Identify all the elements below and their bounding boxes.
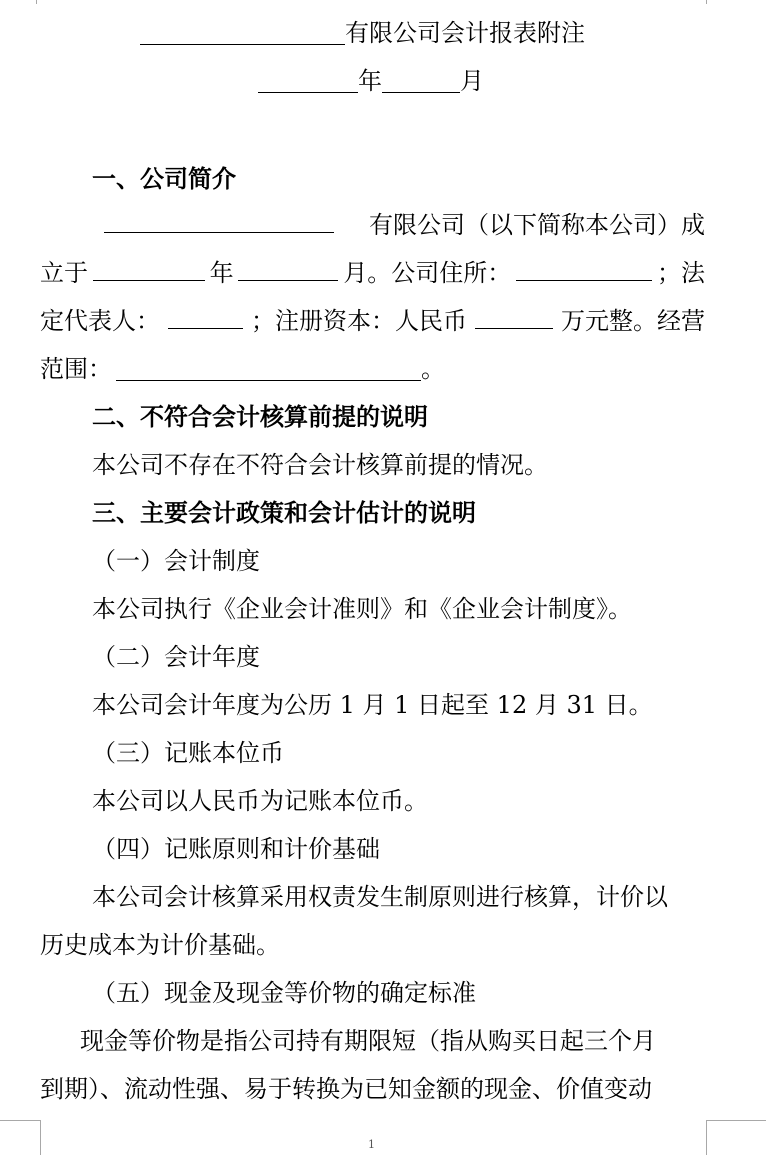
legal-rep-blank[interactable] — [168, 304, 243, 329]
section-heading-non-compliance: 二、不符合会计核算前提的说明 — [92, 403, 428, 431]
subsection-heading-accounting-system: （一）会计制度 — [92, 547, 260, 575]
founded-month-blank[interactable] — [238, 256, 338, 281]
section-text-non-compliance: 本公司不存在不符合会计核算前提的情况。 — [92, 451, 548, 479]
subsection-text-accounting-basis-2: 历史成本为计价基础。 — [40, 931, 280, 959]
subsection-text-cash-equivalents-1: 现金等价物是指公司持有期限短（指从购买日起三个月 — [80, 1027, 656, 1055]
report-period: 年 月 — [258, 64, 484, 98]
profile-line-2: 立于 年 月。公司住所： ；法 — [40, 256, 705, 290]
business-scope-blank[interactable] — [116, 356, 421, 381]
crop-mark-top-right — [706, 0, 743, 4]
document-title: 有限公司会计报表附注 — [140, 16, 585, 50]
capital-blank[interactable] — [475, 304, 553, 329]
subsection-heading-currency: （三）记账本位币 — [92, 739, 284, 767]
year-blank[interactable] — [258, 68, 358, 93]
crop-mark-top-left — [0, 0, 37, 4]
subsection-text-fiscal-year: 本公司会计年度为公历 1 月 1 日起至 12 月 31 日。 — [92, 691, 653, 719]
subsection-text-currency: 本公司以人民币为记账本位币。 — [92, 787, 428, 815]
profile-line-4: 范围： 。 — [40, 355, 445, 383]
section-heading-policies: 三、主要会计政策和会计估计的说明 — [92, 499, 476, 527]
subsection-heading-cash-equivalents: （五）现金及现金等价物的确定标准 — [92, 979, 476, 1007]
subsection-heading-fiscal-year: （二）会计年度 — [92, 643, 260, 671]
month-blank[interactable] — [382, 68, 460, 93]
subsection-text-cash-equivalents-2: 到期）、流动性强、易于转换为已知金额的现金、价值变动 — [40, 1075, 652, 1103]
profile-line-1: 有限公司（以下简称本公司）成 — [104, 208, 705, 242]
subsection-text-accounting-basis-1: 本公司会计核算采用权责发生制原则进行核算，计价以 — [92, 883, 668, 911]
profile-line-3: 定代表人： ；注册资本：人民币 万元整。经营 — [40, 304, 705, 338]
section-heading-company-profile: 一、公司简介 — [92, 165, 236, 193]
crop-mark-bottom-left — [0, 1120, 41, 1155]
company-name-blank[interactable] — [140, 20, 345, 45]
subsection-text-accounting-system: 本公司执行《企业会计准则》和《企业会计制度》。 — [92, 595, 632, 623]
founded-year-blank[interactable] — [93, 256, 205, 281]
crop-mark-bottom-right — [706, 1120, 766, 1155]
page-number: 1 — [368, 1138, 375, 1151]
subsection-heading-accounting-basis: （四）记账原则和计价基础 — [92, 835, 380, 863]
company-full-name-blank[interactable] — [104, 208, 334, 233]
address-blank[interactable] — [516, 256, 652, 281]
